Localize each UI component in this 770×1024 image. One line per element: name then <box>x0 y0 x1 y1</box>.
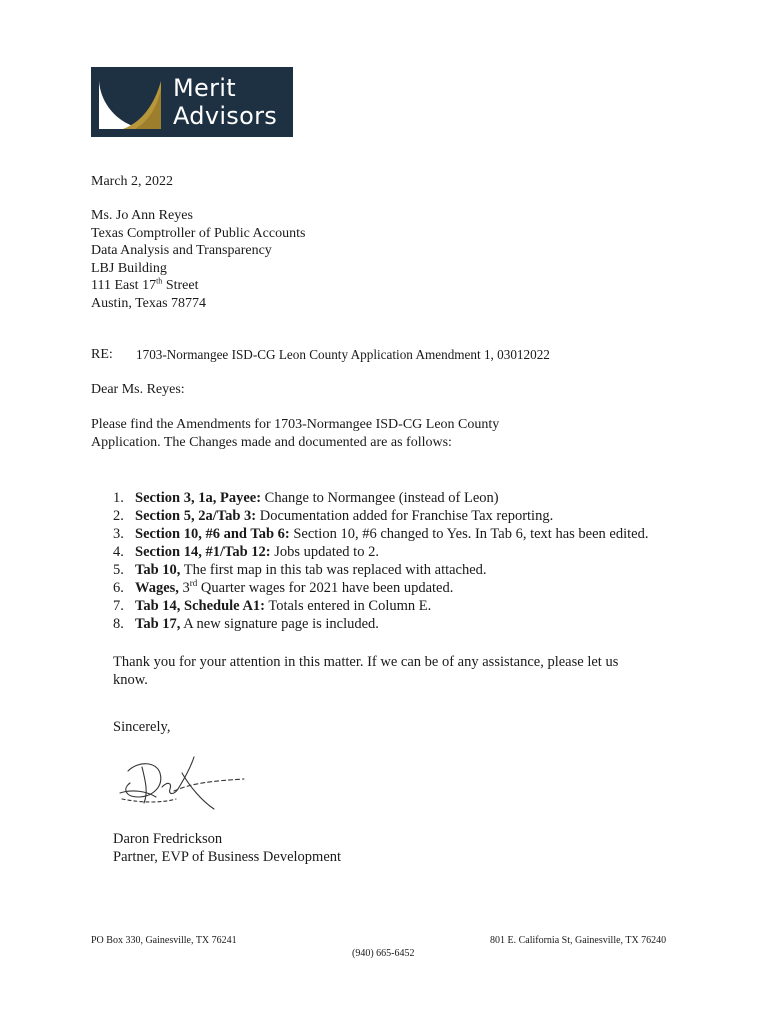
recipient-name: Ms. Jo Ann Reyes <box>91 208 193 223</box>
recipient-city: Austin, Texas 78774 <box>91 295 207 311</box>
recipient-street: 111 East 17th Street <box>91 276 199 294</box>
signer-title: Partner, EVP of Business Development <box>113 849 342 865</box>
recipient-building: LBJ Building <box>91 260 167 276</box>
letter-date: March 2, 2022 <box>91 174 174 189</box>
logo-mark-icon <box>91 67 171 137</box>
footer-street-address: 801 E. California St, Gainesville, TX 76240 <box>490 935 667 946</box>
re-label: RE: <box>91 347 113 362</box>
signer-block <box>113 830 341 866</box>
salutation: Dear Ms. Reyes: <box>91 382 185 397</box>
list-item: 1. Section 3, 1a, Payee: Change to Normangee (instead of Leon) <box>113 490 499 506</box>
recipient-dept: Data Analysis and Transparency <box>91 243 272 259</box>
list-item: 7. Tab 14, Schedule A1: Totals entered in Column E. <box>113 598 432 614</box>
list-item: 3. Section 10, #6 and Tab 6: Section 10, #6 changed to Yes. In Tab 6, text has been edited. <box>113 526 649 542</box>
recipient-address <box>91 207 305 313</box>
footer-phone: (940) 665-6452 <box>352 948 415 959</box>
footer-po-box: PO Box 330, Gainesville, TX 76241 <box>91 935 237 946</box>
re-subject: 1703-Normangee ISD-CG Leon County Application Amendment 1, 03012022 <box>136 347 550 362</box>
list-item: 5. Tab 10, The first map in this tab was replaced with attached. <box>113 562 487 578</box>
list-item: 6. Wages, 3rd Quarter wages for 2021 have been updated. <box>113 578 454 596</box>
merit-advisors-logo <box>91 67 293 137</box>
list-item: 4. Section 14, #1/Tab 12: Jobs updated to 2. <box>113 544 379 560</box>
logo-wordmark <box>173 74 277 130</box>
signature-image <box>112 753 252 815</box>
closing: Sincerely, <box>113 719 171 735</box>
amendments-list <box>113 489 648 633</box>
recipient-org: Texas Comptroller of Public Accounts <box>91 225 306 241</box>
logo-line-1: Merit <box>173 74 236 102</box>
logo-line-2: Advisors <box>173 102 278 130</box>
signer-name: Daron Fredrickson <box>113 831 223 847</box>
list-item: 8. Tab 17, A new signature page is included. <box>113 616 379 632</box>
intro-paragraph: Please find the Amendments for 1703-Normangee ISD-CG Leon County Application. The Changes made and documented are as follows: <box>91 417 500 450</box>
thanks-paragraph: Thank you for your attention in this matter. If we can be of any assistance, please let us know. <box>113 654 619 688</box>
list-item: 2. Section 5, 2a/Tab 3: Documentation added for Franchise Tax reporting. <box>113 508 554 524</box>
